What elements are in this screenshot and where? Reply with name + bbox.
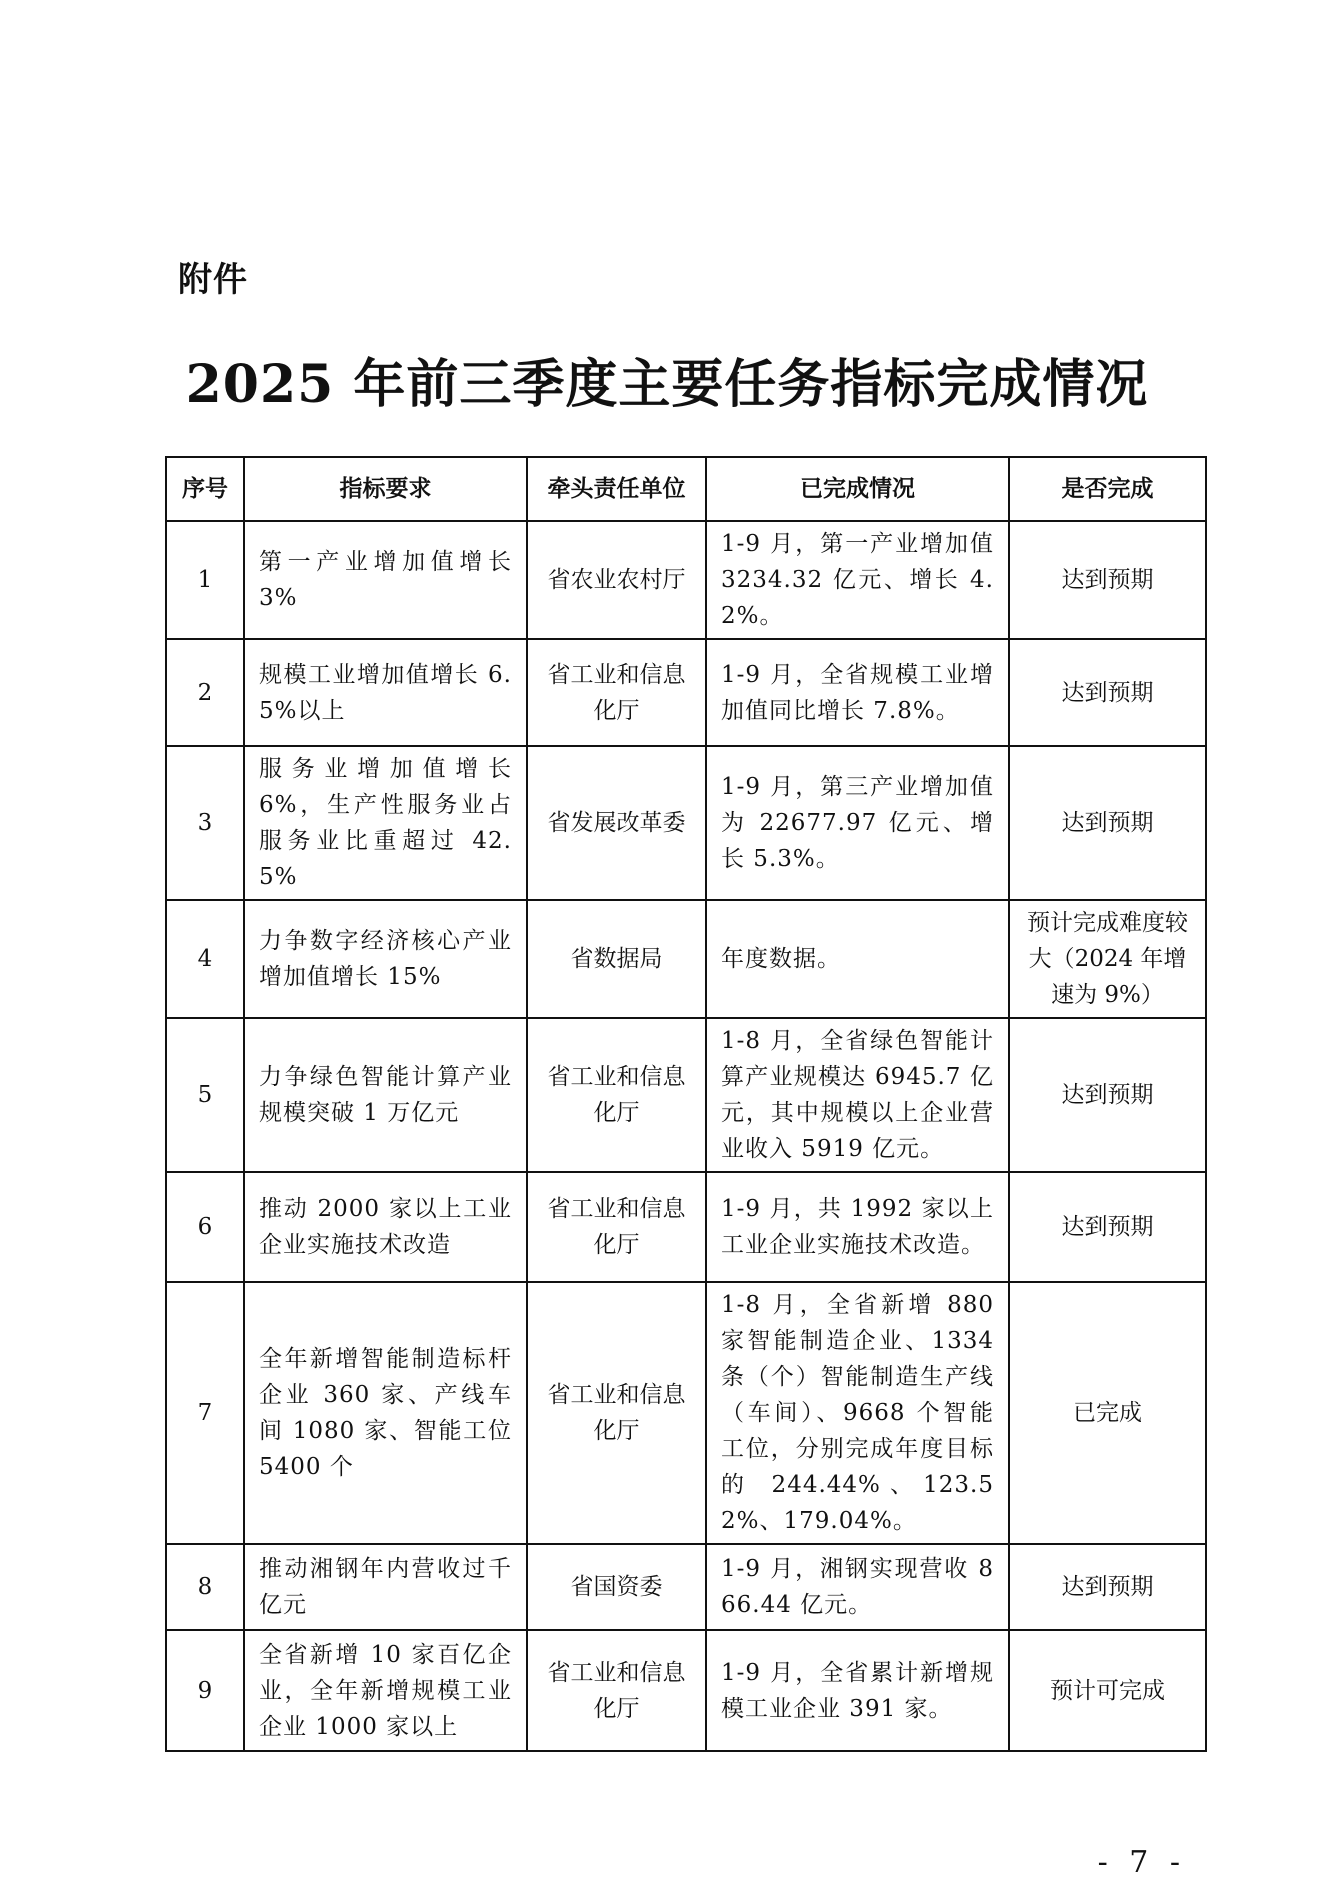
table-row [166,521,1206,639]
row-unit: 省工业和信息化厅 [527,1630,706,1751]
row-completed: 1-9 月，湘钢实现营收 866.44 亿元。 [706,1544,1009,1630]
table-row [166,900,1206,1018]
row-completed: 1-9 月，共 1992 家以上工业企业实施技术改造。 [706,1172,1009,1282]
row-status: 达到预期 [1009,1018,1206,1172]
header-seq: 序号 [166,457,244,521]
row-completed: 1-9 月，第一产业增加值 3234.32 亿元、增长 4.2%。 [706,521,1009,639]
row-status: 达到预期 [1009,1544,1206,1630]
row-completed: 1-9 月，全省累计新增规模工业企业 391 家。 [706,1630,1009,1751]
row-requirement: 力争数字经济核心产业增加值增长 15% [244,900,527,1018]
row-seq: 7 [166,1282,244,1544]
attachment-label: 附件 [178,260,248,300]
row-status: 达到预期 [1009,1172,1206,1282]
row-status: 达到预期 [1009,639,1206,746]
row-completed: 1-9 月，第三产业增加值为 22677.97 亿元、增长 5.3%。 [706,746,1009,900]
header-requirement: 指标要求 [244,457,527,521]
row-status: 预计可完成 [1009,1630,1206,1751]
row-requirement: 服务业增加值增长 6%，生产性服务业占服务业比重超过 42.5% [244,746,527,900]
row-requirement: 推动 2000 家以上工业企业实施技术改造 [244,1172,527,1282]
row-seq: 1 [166,521,244,639]
row-status: 预计完成难度较大（2024 年增速为 9%） [1009,900,1206,1018]
row-status: 达到预期 [1009,521,1206,639]
row-unit: 省国资委 [527,1544,706,1630]
header-completed: 已完成情况 [706,457,1009,521]
row-completed: 1-8 月，全省绿色智能计算产业规模达 6945.7 亿元，其中规模以上企业营业收入 5919 亿元。 [706,1018,1009,1172]
table-row [166,1282,1206,1544]
row-unit: 省工业和信息化厅 [527,639,706,746]
task-indicator-table [165,456,1207,1752]
row-requirement: 推动湘钢年内营收过千亿元 [244,1544,527,1630]
row-status: 达到预期 [1009,746,1206,900]
table-row [166,1630,1206,1751]
header-status: 是否完成 [1009,457,1206,521]
row-seq: 9 [166,1630,244,1751]
table-row [166,1018,1206,1172]
row-completed: 年度数据。 [706,900,1009,1018]
table-row [166,639,1206,746]
row-requirement: 规模工业增加值增长 6.5%以上 [244,639,527,746]
row-seq: 6 [166,1172,244,1282]
row-seq: 8 [166,1544,244,1630]
table-header-row [166,457,1206,521]
row-unit: 省发展改革委 [527,746,706,900]
row-seq: 2 [166,639,244,746]
row-requirement: 全省新增 10 家百亿企业，全年新增规模工业企业 1000 家以上 [244,1630,527,1751]
row-requirement: 全年新增智能制造标杆企业 360 家、产线车间 1080 家、智能工位 5400 个 [244,1282,527,1544]
row-unit: 省工业和信息化厅 [527,1018,706,1172]
page-number: - 7 - [1097,1845,1186,1880]
row-unit: 省农业农村厅 [527,521,706,639]
row-completed: 1-9 月，全省规模工业增加值同比增长 7.8%。 [706,639,1009,746]
row-completed: 1-8 月，全省新增 880 家智能制造企业、1334 条（个）智能制造生产线（车间）、9668 个智能工位，分别完成年度目标的 244.44%、123.52%、179.04%。 [706,1282,1009,1544]
row-unit: 省数据局 [527,900,706,1018]
row-requirement: 力争绿色智能计算产业规模突破 1 万亿元 [244,1018,527,1172]
row-seq: 4 [166,900,244,1018]
row-unit: 省工业和信息化厅 [527,1282,706,1544]
page-title: 2025 年前三季度主要任务指标完成情况 [185,354,1149,415]
row-seq: 5 [166,1018,244,1172]
row-status: 已完成 [1009,1282,1206,1544]
row-seq: 3 [166,746,244,900]
table-row [166,1172,1206,1282]
header-unit: 牵头责任单位 [527,457,706,521]
row-requirement: 第一产业增加值增长 3% [244,521,527,639]
table-row [166,746,1206,900]
row-unit: 省工业和信息化厅 [527,1172,706,1282]
table-row [166,1544,1206,1630]
